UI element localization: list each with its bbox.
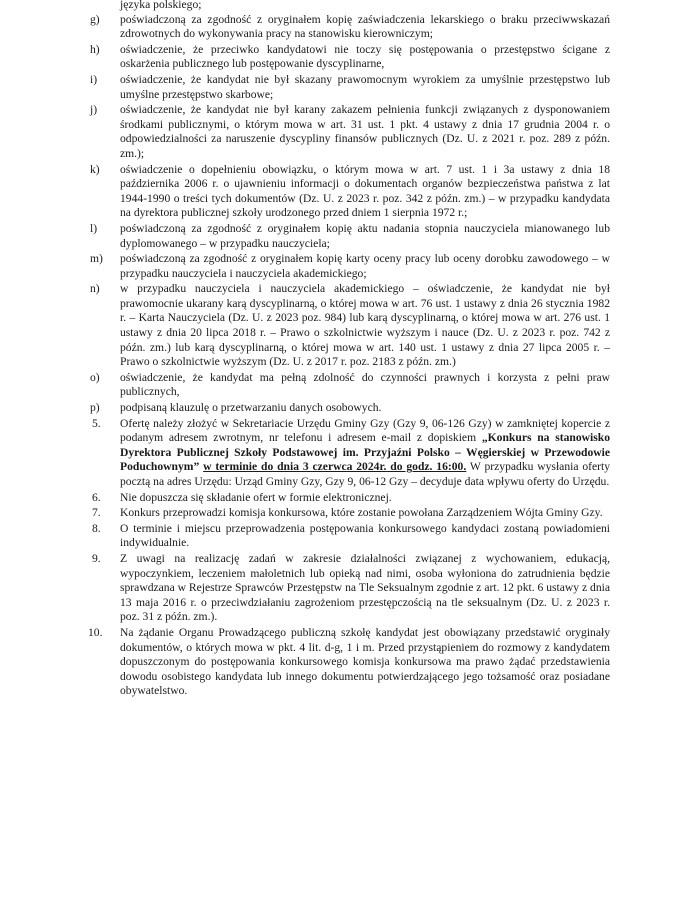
item-number: 8.: [92, 521, 101, 535]
item-number: 10.: [88, 625, 103, 639]
item-text: Nie dopuszcza się składanie ofert w formie elektronicznej.: [120, 490, 392, 504]
list-item-m: [0, 252, 696, 281]
list-item-g: [0, 13, 696, 42]
list-item-text: w przypadku nauczyciela i nauczyciela akademickiego – oświadczenie, że kandydat nie był prawomocnie ukarany karą dyscyplinarną, o której mowa w art. 76 ust. 1 ustawy z dnia 26 stycznia 1982 r. – Karta Nauczyciela (Dz. U. z 2023 poz. 984) lub karą dyscyplinarną, o której mowa w art. 276 ust. 1 ustawy z dnia 20 lipca 2018 r. – Prawo o szkolnictwie wyższym i nauce (Dz. U. z 2023 r. poz. 742 z późn. zm.) lub karą dyscyplinarną, o której mowa w art. 140 ust. 1 ustawy z dnia 27 lipca 2005 r. – Prawo o szkolnictwie wyższym (Dz. U. z 2017 r. poz. 2183 z późn. zm.): [120, 282, 610, 369]
item-text: Z uwagi na realizację zadań w zakresie działalności związanej z wychowaniem, edukacją, wypoczynkiem, leczeniem małoletnich lub opieką nad nimi, osoba wyłoniona do zatrudnienia będzie sprawdzana w Rejestrze Sprawców Przestępstw na Tle Seksualnym zgodnie z art. 12 pkt. 6 ustawy z dnia 13 maja 2016 r. o przeciwdziałaniu zagrożeniom przestępczością na tle seksualnym (Dz. U. z 2023 r. poz. 31 z późn. zm.).: [120, 551, 610, 624]
numbered-item-5: [0, 417, 696, 490]
list-marker: j): [90, 103, 98, 117]
list-marker: m): [90, 252, 103, 266]
list-item-p: [0, 401, 696, 416]
list-marker: p): [90, 401, 100, 415]
list-marker: g): [90, 12, 100, 26]
list-marker: l): [90, 221, 98, 235]
numbered-item-10: [0, 626, 696, 699]
list-item-text: oświadczenie, że kandydat nie był karany zakazem pełnienia funkcji związanych z dysponowaniem środkami publicznymi, o którym mowa w art. 31 ust. 1 pkt. 4 ustawy z dnia 17 grudnia 2004 r. o odpowiedzialności za naruszenie dyscypliny finansów publicznych (Dz. U. z 2021 r. poz. 289 z późn. zm.);: [120, 103, 610, 160]
list-item-text: oświadczenie o dopełnieniu obowiązku, o którym mowa w art. 7 ust. 1 i 3a ustawy z dnia 18 października 2006 r. o ujawnieniu informacji o dokumentach organów bezpieczeństwa państwa z lat 1944-1990 o treści tych dokumentów (Dz. U. z 2023 r. poz. 342 z późn. zm.) – w przypadku kandydata na dyrektora publicznej szkoły urodzonego przed dniem 1 sierpnia 1972 r.;: [120, 162, 610, 220]
item-number: 9.: [92, 551, 101, 565]
list-item-n: [0, 282, 696, 370]
item-text-post: W przypadku wysłania oferty pocztą na adres Urzędu: Urząd Gminy Gzy, Gzy 9, 06-12 Gzy – decyduje data wpływu oferty do Urzędu.: [120, 460, 611, 488]
item-number: 7.: [92, 506, 101, 520]
list-item-text: poświadczoną za zgodność z oryginałem kopię aktu nadania stopnia nauczyciela mianowanego lub dyplomowanego – w przypadku nauczyciela;: [120, 221, 610, 250]
list-item-o: [0, 371, 696, 400]
list-item-text: poświadczoną za zgodność z oryginałem kopię zaświadczenia lekarskiego o braku przeciwwskazań zdrowotnych do wykonywania pracy na stanowisku kierowniczym;: [120, 12, 610, 41]
item-text: O terminie i miejscu przeprowadzenia postępowania konkursowego kandydaci zostaną powiadomieni indywidualnie.: [120, 521, 610, 550]
item-text: Na żądanie Organu Prowadzącego publiczną szkołę kandydat jest obowiązany przedstawić oryginały dokumentów, o których mowa w pkt. 4 lit. d-g, 1 i m. Przed przystąpieniem do rozmowy z kandydatem dopuszczonym do postępowania konkursowego komisja konkursowa ma prawo żądać przedstawienia dowodu osobistego kandydata lub innego dokumentu potwierdzającego jego tożsamość oraz posiadane obywatelstwo.: [120, 625, 610, 698]
list-marker: k): [90, 162, 100, 176]
list-item-text: oświadczenie, że przeciwko kandydatowi nie toczy się postępowania o przestępstwo ścigane z oskarżenia publicznego lub postępowanie dyscyplinarne,: [120, 42, 610, 71]
list-item-text: oświadczenie, że kandydat nie był skazany prawomocnym wyrokiem za umyślnie przestępstwo lub umyślne przestępstwo skarbowe;: [120, 72, 610, 101]
list-item-text: podpisaną klauzulę o przetwarzaniu danych osobowych.: [120, 401, 382, 415]
list-item-k: [0, 163, 696, 221]
list-item-l: [0, 222, 696, 251]
list-marker: o): [90, 370, 100, 384]
list-item-text: poświadczoną za zgodność z oryginałem kopię karty oceny pracy lub oceny dorobku zawodowego – w przypadku nauczyciela i nauczyciela akademickiego;: [120, 252, 610, 280]
continuation-line: języka polskiego;: [120, 0, 202, 11]
list-marker: n): [90, 282, 100, 296]
numbered-item-7: [0, 506, 696, 521]
list-item-h: [0, 43, 696, 72]
list-item-j: [0, 103, 696, 161]
deadline-text: w terminie do dnia 3 czerwca 2024r. do godz. 16:00.: [203, 460, 467, 474]
numbered-item-6: [0, 491, 696, 506]
list-marker: i): [90, 72, 98, 86]
competition-title: „Konkurs na stanowisko Dyrektora Publicznej Szkoły Podstawowej im. Przyjaźni Polsko – Węgierskiej w Przewodowie Poduchownym”: [120, 431, 611, 474]
numbered-item-8: [0, 522, 696, 551]
item-number: 5.: [92, 416, 101, 430]
item-text: Konkurs przeprowadzi komisja konkursowa, które zostanie powołana Zarządzeniem Wójta Gminy Gzy.: [120, 506, 603, 520]
list-item-text: oświadczenie, że kandydat ma pełną zdolność do czynności prawnych i korzysta z pełni praw publicznych,: [120, 370, 610, 399]
list-item-i: [0, 73, 696, 102]
item-text-intro: Ofertę należy złożyć w Sekretariacie Urzędu Gminy Gzy (Gzy 9, 06-126 Gzy) w zamkniętej kopercie z podanym adresem zwrotnym, nr telefonu i adresem e-mail z dopiskiem: [120, 416, 610, 445]
numbered-item-9: [0, 552, 696, 625]
item-number: 6.: [92, 490, 101, 504]
list-marker: h): [90, 42, 100, 56]
